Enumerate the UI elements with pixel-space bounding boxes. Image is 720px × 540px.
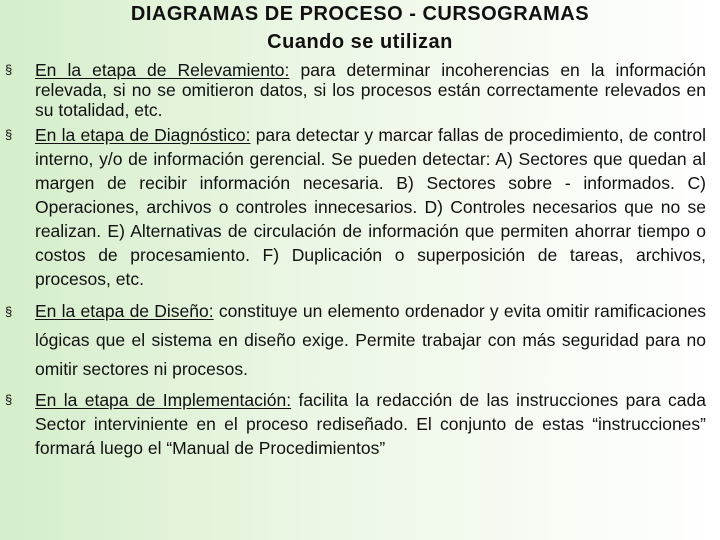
list-item-diseno	[0, 297, 720, 384]
title-line-2: Cuando se utilizan	[267, 31, 453, 53]
list-item-implementacion	[0, 388, 720, 460]
slide-title	[20, 0, 700, 56]
item-heading: En la etapa de Relevamiento:	[35, 60, 290, 80]
bullet-icon: §	[5, 392, 13, 407]
item-heading: En la etapa de Diagnóstico:	[35, 125, 251, 145]
bullet-icon: §	[5, 127, 13, 142]
item-text: constituye un elemento ordenador y evita omitir ramificaciones lógicas que el sistema en diseño exige. Permite trabajar con más seguridad para no omitir sectores ni procesos.	[35, 301, 706, 379]
bullet-icon: §	[5, 304, 13, 319]
item-text: facilita la redacción de las instrucciones para cada Sector interviniente en el proceso rediseñado. El conjunto de estas “instrucciones” formará luego el “Manual de Procedimientos”	[35, 390, 706, 458]
list-item-diagnostico	[0, 123, 720, 291]
bullet-list	[0, 60, 720, 460]
bullet-icon: §	[5, 62, 13, 77]
title-line-1: DIAGRAMAS DE PROCESO - CURSOGRAMAS	[130, 3, 590, 25]
list-item-relevamiento	[0, 60, 720, 120]
item-text: para determinar incoherencias en la información relevada, si no se omitieron datos, si los procesos están correctamente relevados en su totalidad, etc.	[35, 60, 706, 120]
item-text: para detectar y marcar fallas de procedimiento, de control interno, y/o de información gerencial. Se pueden detectar: A) Sectores que quedan al margen de recibir información necesaria. B) Sectores sobre - informados. C) Operaciones, archivos o controles innecesarios. D) Controles necesarios que no se realizan. E) Alternativas de circulación de información que permiten ahorrar tiempo o costos de procesamiento. F) Duplicación o superposición de tareas, archivos, procesos, etc.	[35, 125, 706, 289]
item-heading: En la etapa de Diseño:	[35, 301, 214, 321]
item-heading: En la etapa de Implementación:	[35, 390, 292, 410]
